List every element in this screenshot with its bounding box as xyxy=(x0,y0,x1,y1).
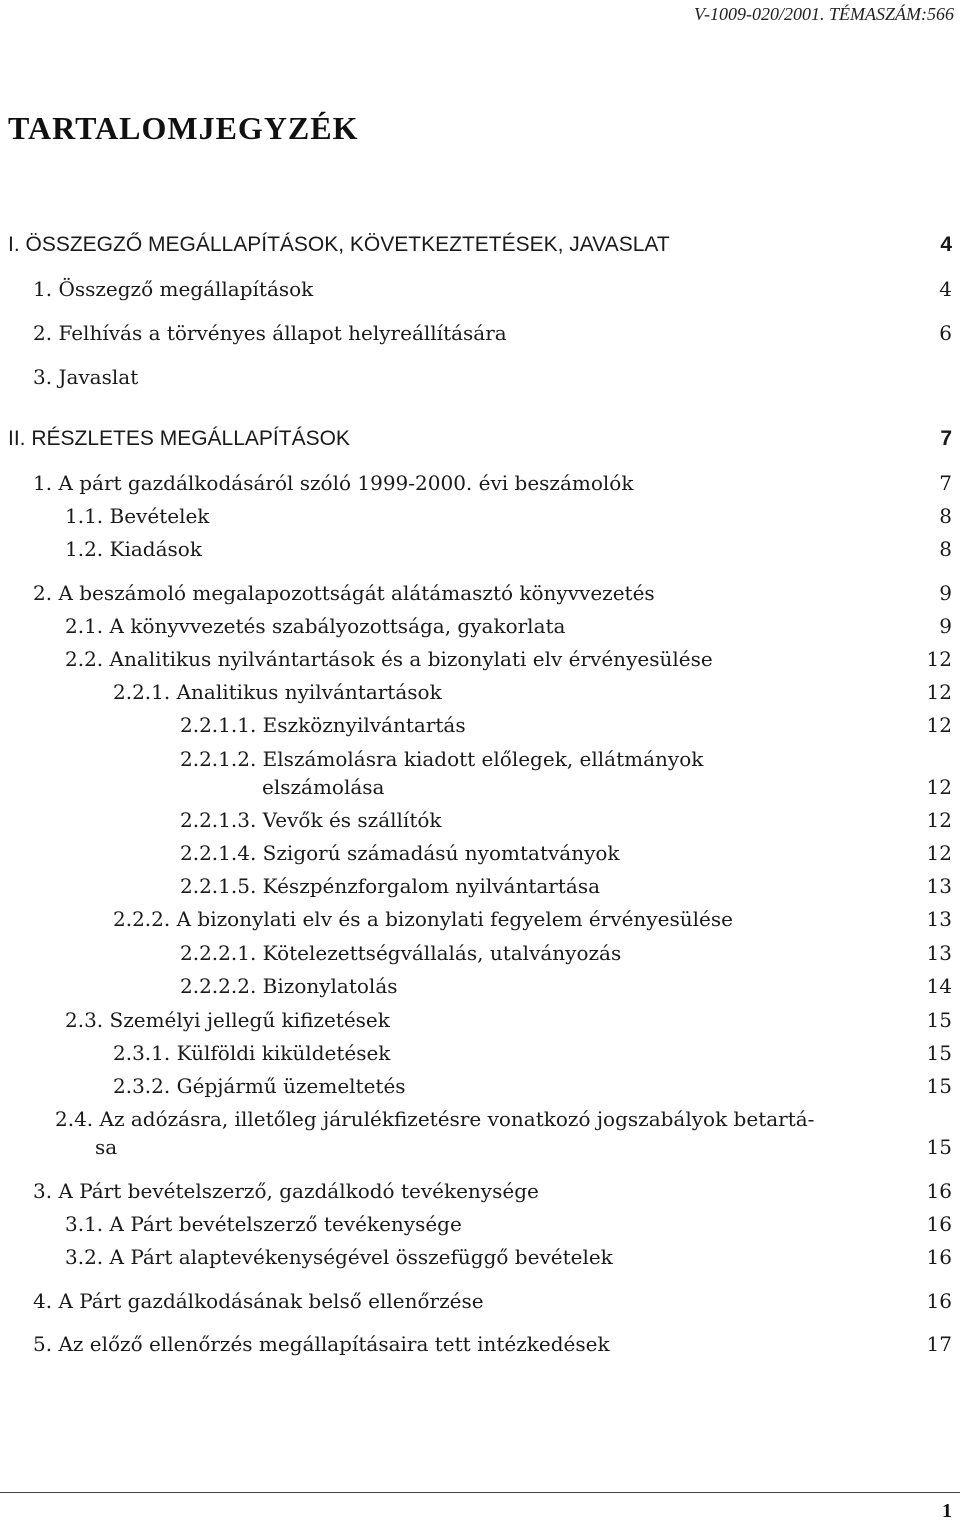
toc-entry[interactable] xyxy=(0,676,960,708)
toc-entry-title: I. ÖSSZEGZŐ MEGÁLLAPÍTÁSOK, KÖVETKEZTETÉSEK, JAVASLAT xyxy=(8,233,670,256)
toc-entry-page: 16 xyxy=(926,1289,952,1313)
toc-entry-title: 2.4. Az adózásra, illetőleg járulékfizetésre vonatkozó jogszabályok betartá- xyxy=(55,1107,815,1131)
toc-entry-title: 2.2.1.1. Eszköznyilvántartás xyxy=(180,713,466,737)
toc-entry[interactable] xyxy=(0,643,960,675)
toc-entry-page: 4 xyxy=(939,277,952,301)
toc-entry-title: 3. Javaslat xyxy=(33,365,139,389)
toc-entry-page: 15 xyxy=(926,1135,952,1159)
toc-entry-title: 1. A párt gazdálkodásáról szóló 1999-2000. évi beszámolók xyxy=(33,471,634,495)
toc-entry-title: II. RÉSZLETES MEGÁLLAPÍTÁSOK xyxy=(8,427,350,450)
toc-entry-page: 4 xyxy=(940,233,952,256)
toc-entry-title: 2. Felhívás a törvényes állapot helyreállítására xyxy=(33,321,507,345)
toc-entry-title: 2.3.1. Külföldi kiküldetések xyxy=(113,1041,391,1065)
toc-entry[interactable] xyxy=(0,1004,960,1036)
toc-entry-title: 1.2. Kiadások xyxy=(65,537,202,561)
toc-entry-page: 12 xyxy=(926,713,952,737)
toc-entry[interactable] xyxy=(0,1241,960,1273)
toc-entry-page: 13 xyxy=(926,907,952,931)
toc-entry-title: sa xyxy=(95,1135,118,1159)
toc-entry-title: 2.2. Analitikus nyilvántartások és a bizonylati elv érvényesülése xyxy=(65,647,713,671)
toc-entry[interactable] xyxy=(0,361,960,393)
toc-entry[interactable] xyxy=(0,1175,960,1207)
toc-entry-section-ii[interactable] xyxy=(0,423,960,455)
toc-entry-page: 7 xyxy=(940,427,952,450)
toc-entry-title: 2.1. A könyvvezetés szabályozottsága, gyakorlata xyxy=(65,614,566,638)
toc-entry-title: 2.2.1.5. Készpénzforgalom nyilvántartása xyxy=(180,874,601,898)
footer-divider xyxy=(0,1492,960,1493)
toc-entry[interactable] xyxy=(0,937,960,969)
toc-entry-page: 15 xyxy=(926,1008,952,1032)
toc-entry-page: 16 xyxy=(926,1179,952,1203)
toc-entry-title: 2. A beszámoló megalapozottságát alátámasztó könyvvezetés xyxy=(33,581,655,605)
toc-entry[interactable] xyxy=(0,533,960,565)
toc-entry-title: 3.1. A Párt bevételszerző tevékenysége xyxy=(65,1212,462,1236)
toc-entry[interactable] xyxy=(0,1285,960,1317)
toc-entry[interactable] xyxy=(0,709,960,741)
toc-entry-title: 2.2.1.4. Szigorú számadású nyomtatványok xyxy=(180,841,620,865)
toc-entry-page: 6 xyxy=(939,321,952,345)
toc-entry-page: 9 xyxy=(939,614,952,638)
toc-entry-page: 12 xyxy=(926,841,952,865)
toc-entry[interactable] xyxy=(0,1328,960,1360)
toc-entry[interactable] xyxy=(0,837,960,869)
toc-entry-page: 12 xyxy=(926,808,952,832)
toc-entry-page: 15 xyxy=(926,1041,952,1065)
toc-entry[interactable] xyxy=(0,870,960,902)
toc-entry-page: 15 xyxy=(926,1074,952,1098)
toc-entry-title: 2.2.1.2. Elszámolásra kiadott előlegek, ellátmányok xyxy=(180,747,704,771)
toc-entry-title: 2.2.1.3. Vevők és szállítók xyxy=(180,808,442,832)
toc-entry-title: 2.3. Személyi jellegű kifizetések xyxy=(65,1008,390,1032)
toc-entry-continuation[interactable] xyxy=(0,771,960,803)
toc-entry-page: 8 xyxy=(939,504,952,528)
toc-entry-page: 13 xyxy=(926,874,952,898)
toc-entry-section-i[interactable] xyxy=(0,229,960,261)
toc-entry-page: 12 xyxy=(926,647,952,671)
toc-entry-page: 8 xyxy=(939,537,952,561)
toc-entry-continuation[interactable] xyxy=(0,1131,960,1163)
toc-entry-page: 14 xyxy=(926,974,952,998)
toc-entry[interactable] xyxy=(0,467,960,499)
toc-entry[interactable] xyxy=(0,610,960,642)
toc-entry-page: 17 xyxy=(926,1332,952,1356)
toc-entry-page: 16 xyxy=(926,1245,952,1269)
toc-entry-title: 2.2.2. A bizonylati elv és a bizonylati fegyelem érvényesülése xyxy=(113,907,733,931)
toc-entry-page: 12 xyxy=(926,680,952,704)
toc-entry[interactable] xyxy=(0,1070,960,1102)
toc-entry-page: 16 xyxy=(926,1212,952,1236)
page-number: 1 xyxy=(942,1500,952,1522)
toc-entry[interactable] xyxy=(0,273,960,305)
toc-entry[interactable] xyxy=(0,804,960,836)
toc-entry[interactable] xyxy=(0,1208,960,1240)
toc-entry-title: 3. A Párt bevételszerző, gazdálkodó tevékenysége xyxy=(33,1179,539,1203)
toc-entry-title: 2.2.2.1. Kötelezettségvállalás, utalványozás xyxy=(180,941,622,965)
toc-entry-page: 12 xyxy=(926,775,952,799)
toc-entry-title: 2.2.2.2. Bizonylatolás xyxy=(180,974,398,998)
toc-entry[interactable] xyxy=(0,1037,960,1069)
toc-entry-title: 2.2.1. Analitikus nyilvántartások xyxy=(113,680,442,704)
toc-entry[interactable] xyxy=(0,577,960,609)
toc-entry[interactable] xyxy=(0,903,960,935)
toc-entry[interactable] xyxy=(0,317,960,349)
toc-entry-title: 1.1. Bevételek xyxy=(65,504,210,528)
toc-entry-page: 7 xyxy=(939,471,952,495)
toc-entry[interactable] xyxy=(0,500,960,532)
toc-entry-page: 9 xyxy=(939,581,952,605)
toc-entry-title: 5. Az előző ellenőrzés megállapításaira tett intézkedések xyxy=(33,1332,610,1356)
toc-entry-title: 1. Összegző megállapítások xyxy=(33,277,314,301)
toc-entry-title: 4. A Párt gazdálkodásának belső ellenőrzése xyxy=(33,1289,484,1313)
toc-entry-page: 13 xyxy=(926,941,952,965)
toc-entry-title: 3.2. A Párt alaptevékenységével összefüggő bevételek xyxy=(65,1245,613,1269)
document-reference: V-1009-020/2001. TÉMASZÁM:566 xyxy=(694,4,954,24)
page-title: TARTALOMJEGYZÉK xyxy=(8,110,359,146)
toc-entry-title: elszámolása xyxy=(262,775,385,799)
toc-entry[interactable] xyxy=(0,970,960,1002)
toc-entry-title: 2.3.2. Gépjármű üzemeltetés xyxy=(113,1074,406,1098)
